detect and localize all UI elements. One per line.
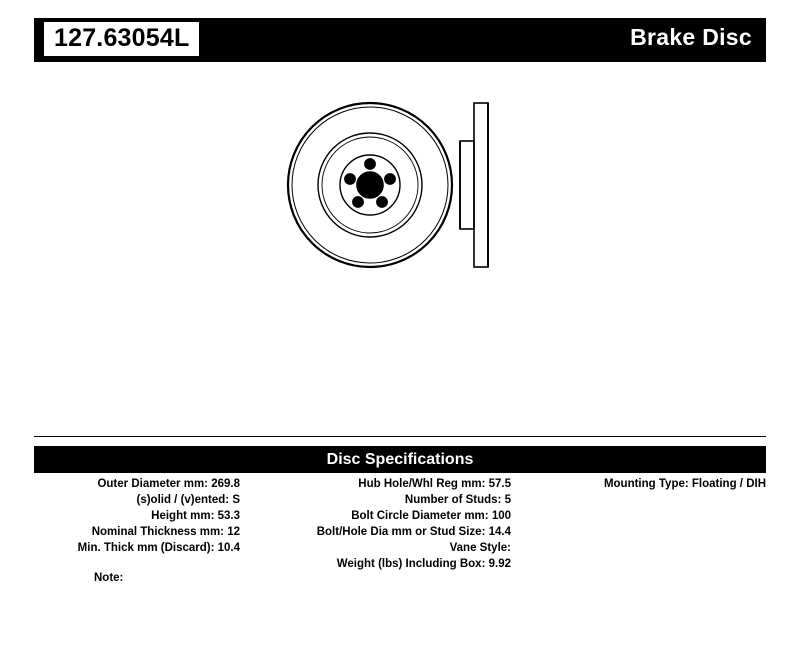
spec-value: 269.8: [211, 478, 240, 490]
spec-label: Bolt/Hole Dia mm or Stud Size:: [316, 526, 489, 538]
spec-label: Nominal Thickness mm:: [91, 526, 228, 538]
spec-label: Weight (lbs) Including Box:: [336, 558, 489, 570]
spec-label: Vane Style:: [449, 542, 511, 554]
spec-value: 53.3: [217, 510, 240, 522]
spec-label: Min. Thick mm (Discard):: [77, 542, 218, 554]
spec-column-middle: [249, 476, 511, 572]
spec-value: Floating / DIH: [691, 478, 766, 490]
spec-label: Bolt Circle Diameter mm:: [351, 510, 492, 522]
page-title: Brake Disc: [630, 24, 752, 50]
note-label: Note:: [94, 572, 124, 584]
spec-row: [249, 476, 511, 492]
spec-row: [249, 492, 511, 508]
brake-rotor-side-profile: [460, 103, 488, 267]
spec-value: 9.92: [488, 558, 511, 570]
spec-label: Height mm:: [151, 510, 218, 522]
spec-value: 10.4: [217, 542, 240, 554]
spec-value: 14.4: [488, 526, 511, 538]
spec-row: [34, 540, 240, 556]
spec-row: [34, 524, 240, 540]
section-divider: [34, 436, 766, 437]
spec-value: 12: [227, 526, 240, 538]
spec-label: Mounting Type:: [603, 478, 692, 490]
spec-value: 57.5: [488, 478, 511, 490]
spec-column-right: [524, 476, 766, 492]
spec-column-left: [34, 476, 240, 556]
spec-row: [249, 508, 511, 524]
spec-value: 5: [504, 494, 511, 506]
spec-label: Number of Studs:: [404, 494, 505, 506]
spec-row: [34, 508, 240, 524]
part-number: 127.63054L: [44, 22, 199, 56]
spec-value: 100: [491, 510, 511, 522]
spec-section-title: Disc Specifications: [34, 446, 766, 473]
spec-row: [34, 492, 240, 508]
spec-row: [524, 476, 766, 492]
spec-value: S: [232, 494, 240, 506]
spec-row: [249, 540, 511, 556]
spec-label: Outer Diameter mm:: [97, 478, 212, 490]
spec-row: [249, 556, 511, 572]
spec-label: Hub Hole/Whl Reg mm:: [358, 478, 489, 490]
brake-disc-drawing: [270, 85, 550, 285]
spec-row: [34, 476, 240, 492]
spec-row: [249, 524, 511, 540]
brake-rotor-front-view: [288, 103, 452, 267]
note-row: [94, 572, 123, 584]
spec-label: (s)olid / (v)ented:: [136, 494, 233, 506]
spec-body: [34, 473, 766, 603]
